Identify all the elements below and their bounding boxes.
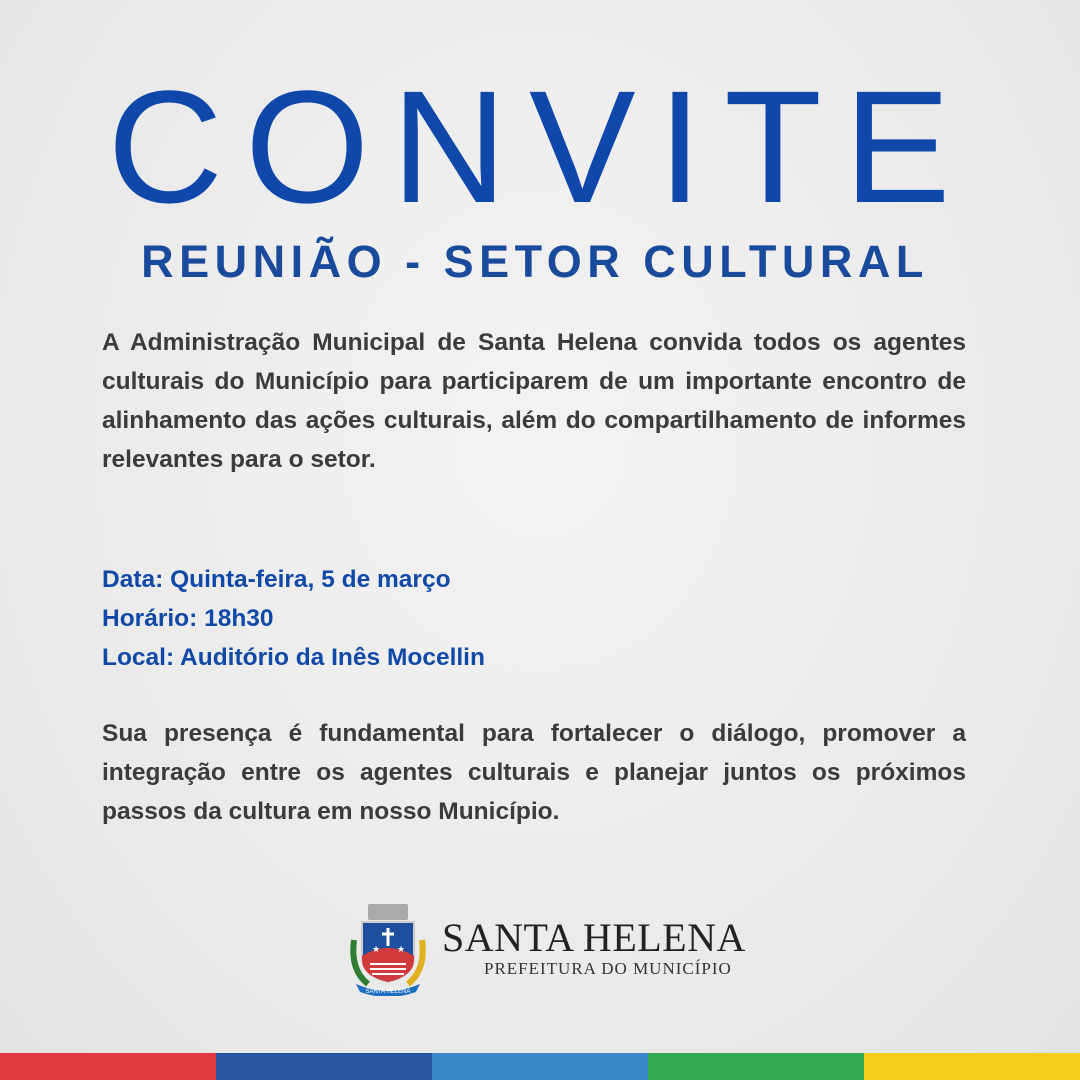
- stripe-yellow: [864, 1053, 1080, 1080]
- page-title: CONVITE: [107, 57, 973, 236]
- intro-paragraph: A Administração Municipal de Santa Helena convida todos os agentes culturais do Município para participarem de um importante encontro de alinhamento das ações culturais, além do compartilhamento de informes relevantes para o setor.: [102, 329, 966, 473]
- event-place: Local: Auditório da Inês Mocellin: [102, 644, 485, 671]
- event-date: Data: Quinta-feira, 5 de março: [102, 566, 451, 593]
- stripe-green: [648, 1053, 864, 1080]
- svg-text:★: ★: [397, 944, 406, 954]
- logo-name: SANTA HELENA: [442, 915, 746, 960]
- crest-ribbon-text: SANTA HELENA: [365, 989, 411, 995]
- stripe-red: [0, 1053, 216, 1080]
- stripe-dark-blue: [216, 1053, 432, 1080]
- svg-text:★: ★: [372, 944, 381, 954]
- logo-tagline: PREFEITURA DO MUNICÍPIO: [484, 959, 732, 978]
- event-details: [102, 560, 966, 677]
- closing-paragraph: Sua presença é fundamental para fortalecer o diálogo, promover a integração entre os agentes culturais e planejar juntos os próximos passos da cultura em nosso Município.: [102, 720, 966, 825]
- municipality-logo: [342, 900, 746, 996]
- color-stripe: [0, 1053, 1080, 1080]
- stripe-light-blue: [432, 1053, 648, 1080]
- coat-of-arms-icon: [342, 900, 434, 996]
- page-subtitle: REUNIÃO - SETOR CULTURAL: [141, 236, 929, 287]
- event-time: Horário: 18h30: [102, 605, 274, 632]
